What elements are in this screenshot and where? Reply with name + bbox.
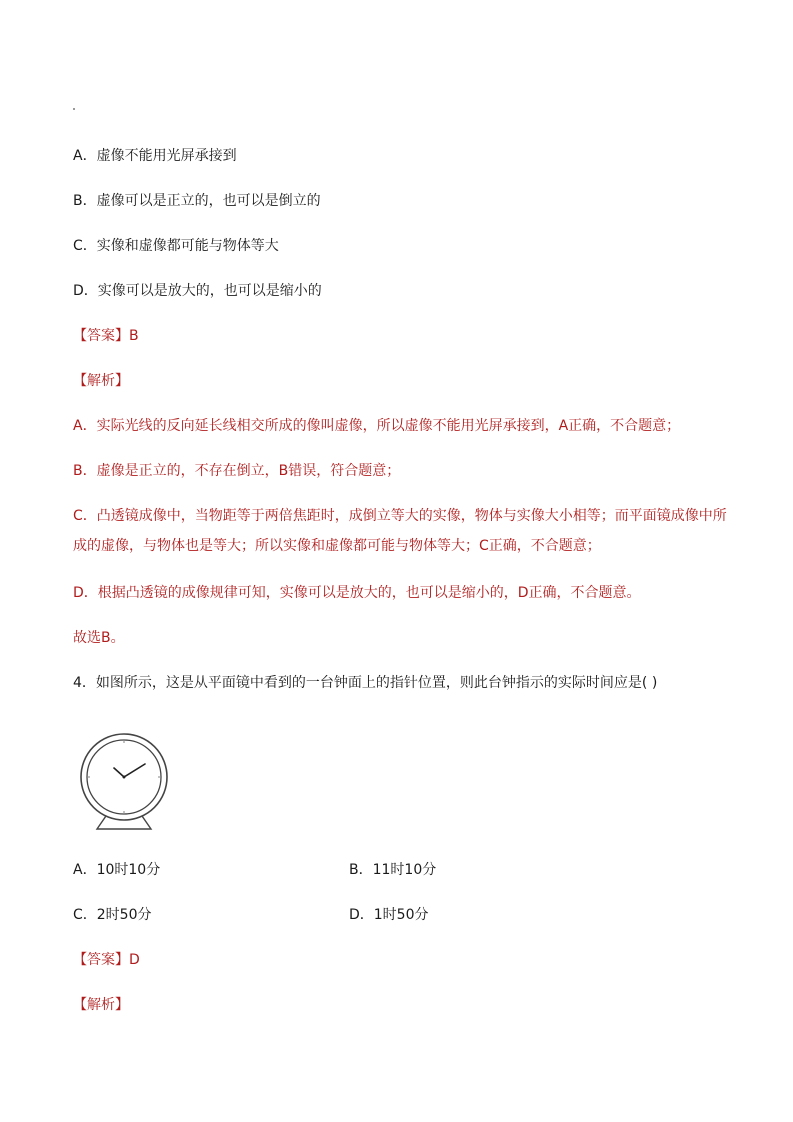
answer-value: B: [129, 328, 139, 344]
answer-label: 【答案】: [73, 952, 129, 968]
q3-analysis-d: D．根据凸透镜的成像规律可知，实像可以是放大的，也可以是缩小的，D正确，不合题意。: [73, 585, 641, 601]
q3-option-b: B．虚像可以是正立的，也可以是倒立的: [73, 193, 321, 209]
analysis-label: 【解析】: [73, 997, 129, 1013]
mirror-clock-figure: [78, 732, 178, 834]
analysis-label: 【解析】: [73, 373, 129, 389]
q3-analysis-c-line2: 成的虚像，与物体也是等大；所以实像和虚像都可能与物体等大；C正确，不合题意；: [73, 538, 601, 554]
q4-answer: [73, 951, 140, 969]
q4-analysis-label: [73, 996, 129, 1014]
q3-conclusion: 故选B。: [73, 630, 125, 646]
q4-stem: 4．如图所示，这是从平面镜中看到的一台钟面上的指针位置，则此台钟指示的实际时间应是( ): [73, 675, 658, 691]
q3-option-d: D．实像可以是放大的，也可以是缩小的: [73, 283, 322, 299]
q4-option-b: B．11时10分: [349, 862, 437, 878]
q4-option-c: C．2时50分: [73, 907, 152, 923]
q4-option-a: A．10时10分: [73, 862, 161, 878]
q4-option-d: D．1时50分: [349, 907, 429, 923]
q3-option-a: A．虚像不能用光屏承接到: [73, 148, 237, 164]
q3-option-c: C．实像和虚像都可能与物体等大: [73, 238, 279, 254]
q3-analysis-label: [73, 372, 129, 390]
q3-analysis-c-line1: C．凸透镜成像中，当物距等于两倍焦距时，成倒立等大的实像，物体与实像大小相等；而平面镜成像中所: [73, 508, 727, 524]
answer-label: 【答案】: [73, 328, 129, 344]
q3-analysis-b: B．虚像是正立的，不存在倒立，B错误，符合题意；: [73, 463, 401, 479]
clock-center: [123, 776, 126, 779]
q3-answer: [73, 327, 139, 345]
stray-dot: [73, 108, 75, 110]
answer-value: D: [129, 952, 140, 968]
q3-analysis-a: A．实际光线的反向延长线相交所成的像叫虚像，所以虚像不能用光屏承接到，A正确，不合题意；: [73, 418, 681, 434]
